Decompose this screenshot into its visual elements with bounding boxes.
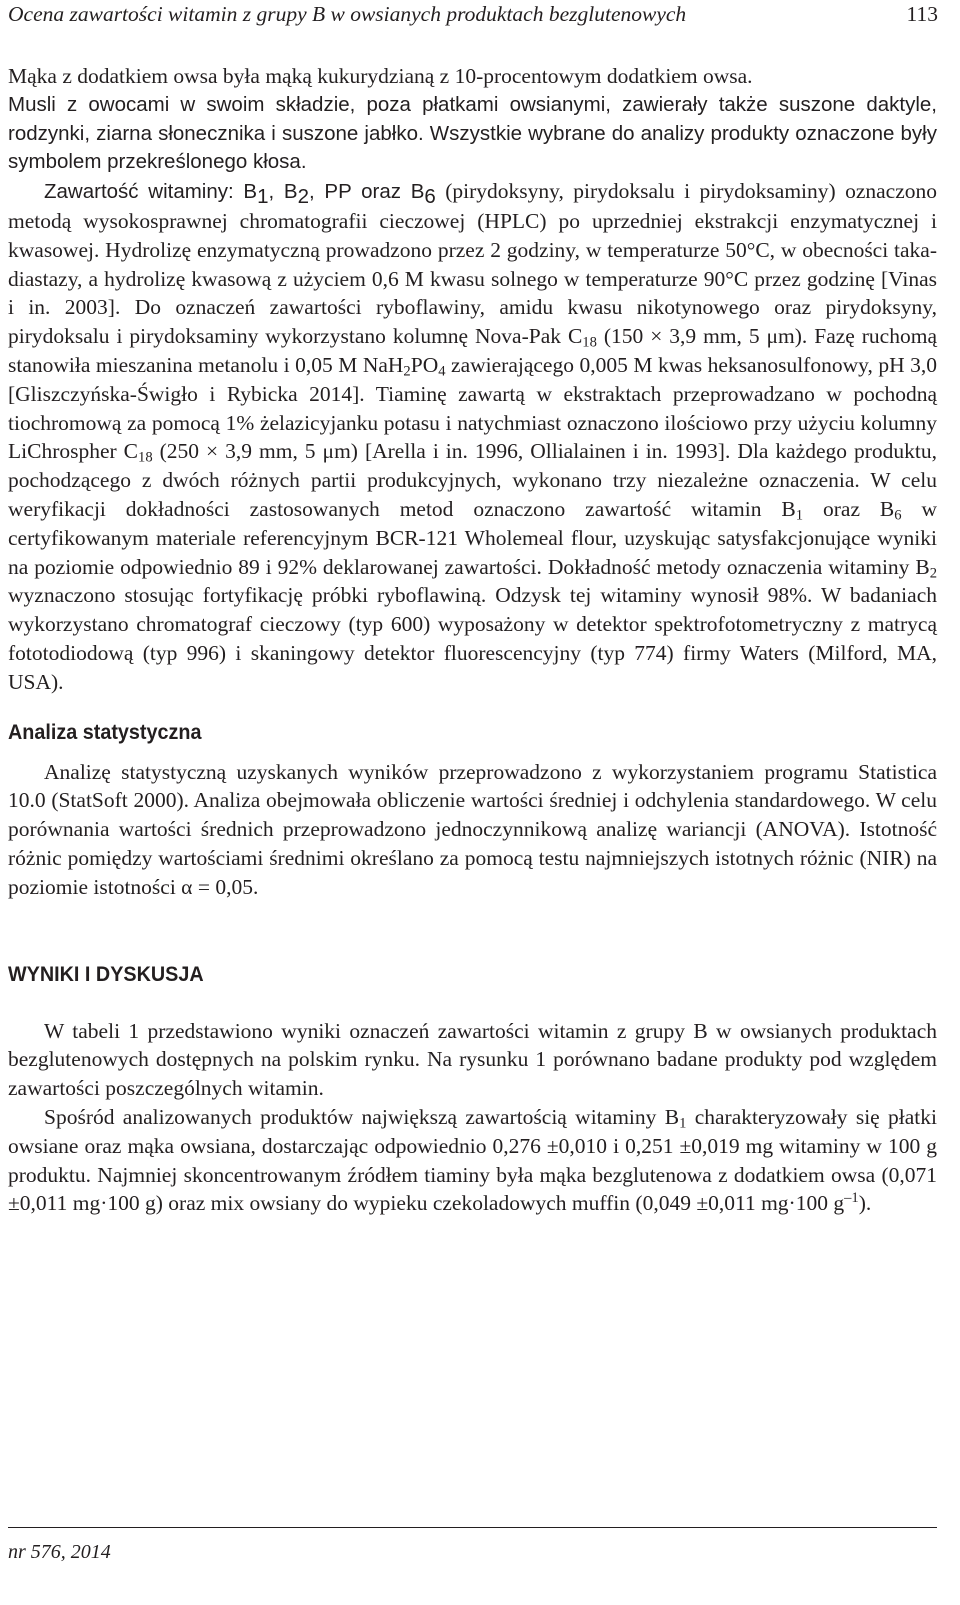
- article-body: [8, 62, 937, 1218]
- footer-divider: [8, 1527, 937, 1528]
- paragraph-methods: Zawartość witaminy: $B_1$, $B_2$, PP oraz $B_6$ (pirydoksyny, pirydoksalu i pirydoksaminy) oznaczono metodą wysokosprawnej chromatografii cieczowej (HPLC) po uprzedniej ekstrakcji enzymatycznej i kwasowej. Hydrolizę enzymatyczną prowadzono przez 2 godziny, w temperaturze 50°C, w obecności taka-diastazy, a hydrolizę kwasową z użyciem 0,6 M kwasu solnego w temperaturze 90°C przez godzinę [Vinas i in. 2003]. Do oznaczeń zawartości ryboflawiny, amidu kwasu nikotynowego oraz pirydoksyny, pirydoksalu i pirydoksaminy wykorzystano kolumnę Nova-Pak $C_{18}$ (150 × 3,9 mm, 5 μm). Fazę ruchomą stanowiła mieszanina metanolu i 0,05 M $NaH_2PO_4$ zawierającego 0,005 M kwas heksanosulfonowy, pH 3,0 [Gliszczyńska-Świgło i Rybicka 2014]. Tiaminę zawartą w ekstraktach przeprowadzano w pochodną tiochromową za pomocą 1% żelazicyjanku potasu i natychmiast oznaczono ilościowo przy użyciu kolumny LiChrospher $C_{18}$ (250 × 3,9 mm, 5 μm) [Arella i in. 1996, Ollialainen i in. 1993]. Dla każdego produktu, pochodzącego z dwóch różnych partii produkcyjnych, wykonano trzy niezależne oznaczenia. W celu weryfikacji dokładności zastosowanych metod oznaczono zawartość witamin $B_1$ oraz $B_6$ w certyfikowanym materiale referencyjnym BCR-121 Wholemeal flour, uzyskując satysfakcjonujące wyniki na poziomie odpowiednio 89 i 92% deklarowanej zawartości. Dokładność metody oznaczenia witaminy $B_2$ wyznaczono stosując fortyfikację próbki ryboflawiną. Odzysk tej witaminy wynosił 98%. W badaniach wykorzystano chromatograf cieczowy (typ 600) wyposażony w detektor spektrofotometryczny z matrycą fototodiodową (typ 996) i skaningowy detektor fluorescencyjny (typ 774) firmy Waters (Milford, MA, USA).: [8, 179, 938, 694]
- section-heading-statistics: Analiza statystyczna: [8, 719, 202, 744]
- paragraph-flour-description: Mąka z dodatkiem owsa była mąką kukurydzianą z 10-procentowym dodatkiem owsa.: [8, 64, 753, 88]
- paragraph-muesli-description: Musli z owocami w swoim składzie, poza płatkami owsianymi, zawierały także suszone daktyle, rodzynki, ziarna słonecznika i suszone jabłko. Wszystkie wybrane do analizy produkty oznaczone były symbolem przekreślonego kłosa.: [8, 92, 937, 174]
- paragraph-results-intro: W tabeli 1 przedstawiono wyniki oznaczeń zawartości witamin z grupy B w owsianych produktach bezglutenowych dostępnych na polskim rynku. Na rysunku 1 porównano badane produkty pod względem zawartości poszczególnych witamin.: [8, 1018, 937, 1101]
- paragraph-thiamine-results: Spośród analizowanych produktów największą zawartością witaminy $B_1$ charakteryzowały się płatki owsiane oraz mąka owsiana, dostarczając odpowiednio 0,276 ±0,010 i 0,251 ±0,019 mg witaminy w 100 g produktu. Najmniej skoncentrowanym źródłem tiaminy była mąka bezglutenowa z dodatkiem owsa (0,071 ±0,011 mg·100 g) oraz mix owsiany do wypieku czekoladowych muffin (0,049 ±0,011 mg·100 $g^{-1}$).: [8, 1104, 937, 1216]
- running-title: Ocena zawartości witamin z grupy B w owsianych produktach bezglutenowych: [8, 2, 687, 26]
- paragraph-statistics: Analizę statystyczną uzyskanych wyników przeprowadzono z wykorzystaniem programu Statistica 10.0 (StatSoft 2000). Analiza obejmowała obliczenie wartości średniej i odchylenia standardowego. W celu porównania wartości średnich przeprowadzono jednoczynnikową analizę wariancji (ANOVA). Istotność różnic pomiędzy wartościami średnimi określano za pomocą testu najmniejszych istotnych różnic (NIR) na poziomie istotności α = 0,05.: [8, 759, 937, 899]
- page-number: 113: [906, 2, 938, 26]
- footer-issue: nr 576, 2014: [8, 1541, 111, 1563]
- section-heading-results: WYNIKI I DYSKUSJA: [8, 961, 204, 986]
- running-header: [8, 2, 938, 28]
